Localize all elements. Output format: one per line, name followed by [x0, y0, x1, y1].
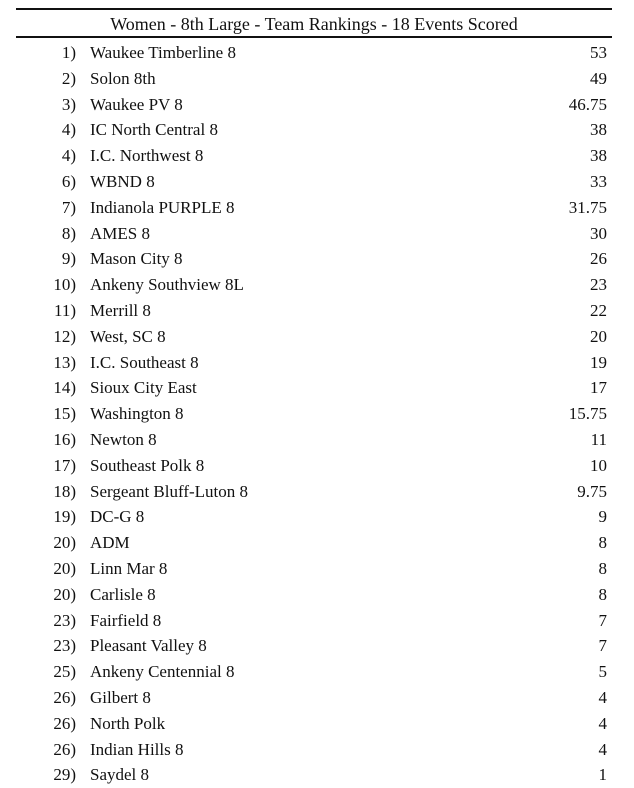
rank-label: 4)	[61, 146, 76, 166]
team-name: Pleasant Valley 8	[90, 636, 207, 656]
rank-label: 20)	[53, 533, 76, 553]
page-title: Women - 8th Large - Team Rankings - 18 Events Scored	[110, 14, 518, 34]
rank-label: 20)	[53, 558, 76, 578]
team-score: 38	[590, 120, 607, 140]
team-score: 8	[598, 533, 607, 553]
team-score: 4	[598, 687, 607, 707]
ranking-row	[0, 324, 634, 350]
team-score: 17	[590, 378, 607, 398]
ranking-row	[0, 530, 634, 556]
rank-label: 18)	[53, 481, 76, 501]
team-score: 31.75	[568, 197, 607, 217]
rank-label: 26)	[53, 713, 76, 733]
ranking-row	[0, 453, 634, 479]
rank-label: 16)	[53, 429, 76, 449]
team-name: DC-G 8	[90, 507, 145, 527]
rank-label: 17)	[53, 455, 76, 475]
team-score: 30	[590, 223, 607, 243]
rank-label: 9)	[61, 249, 76, 269]
rank-label: 29)	[53, 765, 76, 785]
team-name: Merrill 8	[90, 300, 151, 320]
team-name: I.C. Southeast 8	[90, 352, 199, 372]
team-score: 10	[590, 455, 607, 475]
rank-label: 2)	[61, 68, 76, 88]
team-score: 9.75	[577, 481, 607, 501]
ranking-row	[0, 117, 634, 143]
rank-label: 19)	[53, 507, 76, 527]
ranking-row	[0, 350, 634, 376]
team-score: 26	[590, 249, 607, 269]
team-name: Waukee Timberline 8	[90, 43, 236, 62]
ranking-row	[0, 762, 634, 788]
rank-label: 4)	[61, 120, 76, 140]
team-score: 9	[598, 507, 607, 527]
ranking-row	[0, 195, 634, 221]
team-score: 38	[590, 146, 607, 166]
team-score: 46.75	[568, 94, 607, 114]
title-bottom-rule	[16, 36, 612, 38]
team-score: 4	[598, 739, 607, 759]
ranking-row	[0, 685, 634, 711]
rank-label: 20)	[53, 584, 76, 604]
team-name: Linn Mar 8	[90, 558, 168, 578]
team-name: Saydel 8	[90, 765, 150, 785]
team-name: Gilbert 8	[90, 687, 151, 707]
team-score: 20	[590, 326, 607, 346]
team-score: 7	[598, 636, 607, 656]
ranking-row	[0, 169, 634, 195]
rank-label: 8)	[61, 223, 76, 243]
rank-label: 10)	[53, 275, 76, 295]
team-name: Newton 8	[90, 429, 157, 449]
team-score: 8	[598, 584, 607, 604]
ranking-row	[0, 608, 634, 634]
rank-label: 7)	[61, 197, 76, 217]
team-name: Sergeant Bluff-Luton 8	[90, 481, 249, 501]
rank-label: 26)	[53, 739, 76, 759]
team-score: 8	[598, 558, 607, 578]
team-score: 11	[590, 429, 607, 449]
ranking-row	[0, 66, 634, 92]
rankings-list	[0, 40, 634, 788]
rank-label: 6)	[61, 171, 76, 191]
ranking-row	[0, 298, 634, 324]
team-name: Southeast Polk 8	[90, 455, 205, 475]
ranking-row	[0, 246, 634, 272]
team-name: AMES 8	[90, 223, 150, 243]
team-name: West, SC 8	[90, 326, 166, 346]
ranking-row	[0, 40, 634, 66]
team-name: IC North Central 8	[90, 120, 218, 140]
team-score: 5	[598, 662, 607, 682]
ranking-row	[0, 143, 634, 169]
rank-label: 23)	[53, 636, 76, 656]
team-name: Sioux City East	[90, 378, 197, 398]
ranking-row	[0, 711, 634, 737]
ranking-row	[0, 504, 634, 530]
rank-label: 23)	[53, 610, 76, 630]
team-name: Washington 8	[90, 404, 184, 424]
team-name: Solon 8th	[90, 68, 156, 88]
ranking-row	[0, 427, 634, 453]
team-name: Waukee PV 8	[90, 94, 183, 114]
title-top-rule	[16, 8, 612, 10]
rank-label: 1)	[61, 43, 76, 62]
ranking-row	[0, 737, 634, 763]
ranking-row	[0, 479, 634, 505]
team-name: North Polk	[90, 713, 166, 733]
team-name: I.C. Northwest 8	[90, 146, 204, 166]
rank-label: 3)	[61, 94, 76, 114]
ranking-row	[0, 556, 634, 582]
ranking-row	[0, 401, 634, 427]
team-name: Ankeny Centennial 8	[90, 662, 235, 682]
team-name: WBND 8	[90, 171, 155, 191]
team-score: 19	[590, 352, 607, 372]
ranking-row	[0, 92, 634, 118]
team-score: 1	[598, 765, 607, 785]
rank-label: 14)	[53, 378, 76, 398]
team-score: 49	[590, 68, 607, 88]
team-name: Mason City 8	[90, 249, 183, 269]
rank-label: 25)	[53, 662, 76, 682]
ranking-row	[0, 633, 634, 659]
team-score: 53	[590, 43, 607, 62]
ranking-row	[0, 221, 634, 247]
team-score: 7	[598, 610, 607, 630]
ranking-row	[0, 659, 634, 685]
team-name: Carlisle 8	[90, 584, 156, 604]
team-name: Indian Hills 8	[90, 739, 184, 759]
rank-label: 15)	[53, 404, 76, 424]
ranking-row	[0, 375, 634, 401]
team-score: 33	[590, 171, 607, 191]
team-score: 15.75	[568, 404, 607, 424]
ranking-row	[0, 582, 634, 608]
team-name: ADM	[90, 533, 130, 553]
team-score: 23	[590, 275, 607, 295]
team-name: Indianola PURPLE 8	[90, 197, 235, 217]
ranking-row	[0, 272, 634, 298]
team-score: 22	[590, 300, 607, 320]
rank-label: 26)	[53, 687, 76, 707]
team-score: 4	[598, 713, 607, 733]
rank-label: 13)	[53, 352, 76, 372]
rank-label: 11)	[53, 300, 76, 320]
team-name: Ankeny Southview 8L	[90, 275, 244, 295]
team-name: Fairfield 8	[90, 610, 162, 630]
rank-label: 12)	[53, 326, 76, 346]
